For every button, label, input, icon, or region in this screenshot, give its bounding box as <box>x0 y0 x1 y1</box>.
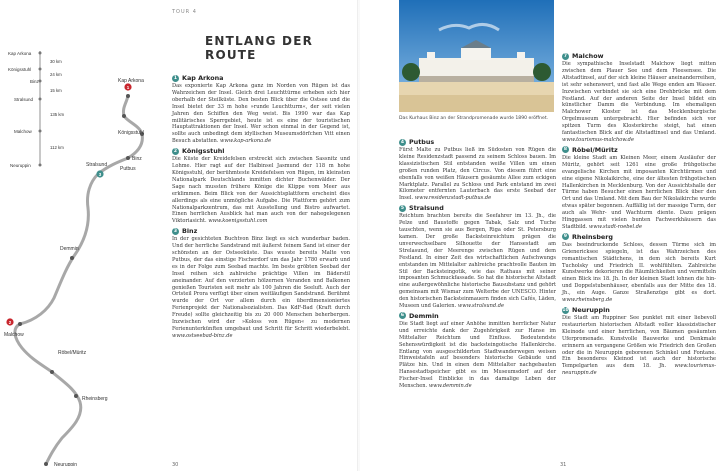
map-label-neuruppin: Neuruppin <box>54 462 78 466</box>
section-body: Fürst Malte zu Putbus ließ im Südosten von Rügen die kleine Residenzstadt passend zu seinem Schloss bauen. Im klassizistischen Stil entstanden weiße Villen um einen großen runden Platz, den Circus. Von diesem führt eine ebenfalls von weißen Häusern gesäumte Allee zum eckigen Marktplatz. Parallel zu Schloss und Park entstand im zwei Kilometer entfernten Lauterbach das erste Seebad der Insel. www.residenzstadt-putbus.de <box>399 147 556 202</box>
section-header <box>399 312 556 320</box>
section-title: Kap Arkona <box>182 74 224 82</box>
map-dot <box>18 322 22 326</box>
map-dot <box>126 156 130 160</box>
map-label-roebel: Röbel/Müritz <box>58 350 87 356</box>
overview-stop-dot <box>39 52 42 55</box>
section-number: 5 <box>400 205 405 211</box>
map-dot <box>50 370 54 374</box>
section-header <box>399 204 556 212</box>
overview-stop-dot <box>39 164 42 167</box>
section-number: 2 <box>173 148 178 154</box>
left-page <box>0 0 358 471</box>
overview-stop-label: Neuruppin <box>10 163 31 168</box>
section-url[interactable]: www.koenigsstuhl.com <box>208 218 268 225</box>
page-heading: ENTLANG DER ROUTE <box>205 34 314 62</box>
section-url[interactable]: www.kap-arkona.de <box>220 138 272 145</box>
section-header <box>399 138 556 146</box>
overview-distance: 30 km <box>50 59 62 64</box>
section-body: Die kleine Stadt am Kleinen Meer, einem Ausläufer der Müritz, gehört seit 1261 eine große frühgotische evangelische Kirchen mit imposanten Kirchtürmen und eine eigene Nikolaikirche, eine der ältesten frühgotischen Hallenkirchen in Mecklenburg. Von der Aussichtshalle der Türme haben Besucher einen herrlichen Blick über den Ort und das Umland. Mit dem Bau der Nikolaikirche wurde etwas später begonnen. Auffällig ist der massige Turm, der auch als Wehr- und Wachturm diente. Dazu prägen Hinggassen mit vielen bunten Fachwerkhäusern das Stadtbild. www.stadt-roebel.de <box>562 154 716 230</box>
overview-stop-label: Binz <box>30 79 39 84</box>
section-url[interactable]: www.demmin.de <box>428 383 472 390</box>
section-header <box>562 306 716 314</box>
route-path <box>15 96 142 464</box>
section-number: 4 <box>400 139 405 145</box>
section-number: 9 <box>563 234 568 240</box>
section-url[interactable]: www.tourismus-neuruppin.de <box>562 363 716 377</box>
marker-3-label: 3 <box>98 172 102 177</box>
section-number: 3 <box>173 228 178 234</box>
map-label-kap-arkona: Kap Arkona <box>118 78 144 84</box>
overview-stop-dot <box>39 68 42 71</box>
map-label-demmin: Demmin <box>60 246 79 252</box>
section-header <box>562 233 716 241</box>
section-number: 6 <box>400 313 405 319</box>
overview-stop-label: Kap Arkona <box>8 51 32 56</box>
overview-distance: 15 km <box>50 88 62 93</box>
section-body: In der gesichteten Buchtvon Binz liegt es sich wunderbar baden. Und der herrliche Sandstrand mit äußerst feinem Sand ist einer der schönsten an der Ostseeküste. Das wusste bereits Malte von Putbus, der das einstige Fischerdorf um das Jahr 1780 erwarb und es in der Folge zum Seebad machte. Im beste gröbten Seebad der Insel reihen sich zahlreiche prächtige Villen im Bäderstil aneinander. Auf den verzierten hölzernen Veranden und Balkonen genießen Touristen seit mehr als 100 Jahren die Seeluft. Auch der Ortsteil Prora verfügt über einen weitläufigen Sandstrand. Berühmt wurde der Ort vor allem durch ein überdimensioniertes Ferienprojekt der Nationalsozialisten. Das KdF-Bad (Kraft durch Freude) sollte gleichzeitig bis zu 20 000 Menschen beherbergen. Inzwischen wird der »Koloss von Rügen« zu modernen Ferienunterkünften umgebaut und Schritt für Schritt wiederbelebt. www.ostseebad-binz.de <box>172 236 350 339</box>
overview-distance: 135 km <box>50 112 65 117</box>
overview-distance: 112 km <box>50 145 64 150</box>
right-text-column-1 <box>399 136 556 392</box>
section-number: 8 <box>563 147 568 153</box>
map-dot <box>122 114 126 118</box>
section-body: Das exponierte Kap Arkona ganz im Norden von Rügen ist das Wahrzeichen der Insel. Gleich drei Leuchttürme erheben sich hier oberhalb der Steilküste. Den besten Blick über die Ostsee und die Insel bietet der 33 m hohe »runde Leuchtturm«, der seit vielen Jahren den Schiffen den Weg weist. Bis 1990 war das Kap militärisches Sperrgebiet, heute ist es eine der touristischen Hauptattraktionen der Insel. Wer schon einmal in der Gegend ist, sollte auch unbedingt dem idyllischen Museumsdörfchen Vitt einen Besuch abstatten. www.kap-arkona.de <box>172 83 350 145</box>
section-url[interactable]: www.tourismus-malchow.de <box>562 136 634 143</box>
marker-2-label: 2 <box>8 320 12 325</box>
overview-stop-dot <box>39 130 42 133</box>
section-title: Stralsund <box>409 204 444 213</box>
section-title: Röbel/Müritz <box>572 145 618 154</box>
section-header <box>172 227 350 235</box>
page-number-left: 30 <box>172 462 179 468</box>
section-url[interactable]: www.residenzstadt-putbus.de <box>414 195 492 202</box>
section-url[interactable]: www.rheinsberg.de <box>562 297 613 304</box>
map-dot <box>126 94 130 98</box>
map-label-putbus: Putbus <box>120 166 136 172</box>
section-number: 10 <box>562 307 569 313</box>
section-url[interactable]: www.stralsund.de <box>457 303 505 310</box>
map-label-malchow: Malchow <box>4 332 24 338</box>
section-body: Die sympathische Inselstadt Malchow liegt mitten zwischen dem Plauer See und dem Fleesensee. Die Altstadtinsel, auf der sich kleine Häuser aneinanderreihen, ist sehr sehenswert, und fast alle Wege enden am Wasser. Inzwischen verbindet sie sich eine Drehbrücke mit dem Festland. Auf der anderen Seite der Insel bildet ein künstlicher Damm die Verbindung. Im ehemaligen Malchower Kloster ist das Mecklenburgische Orgelmuseum untergebracht. Hier befinden sich vor spitzen Turm des Klosterkirche steigt, hat einen fantastischen Blick auf die Altstadtinsel und das Umland. www.tourismus-malchow.de <box>562 61 716 143</box>
section-title: Demmin <box>409 311 439 320</box>
kurhaus-binz-photo <box>399 0 554 112</box>
section-number: 1 <box>173 75 178 81</box>
tour-label: TOUR 4 <box>172 9 197 15</box>
section-header <box>172 74 350 82</box>
section-number: 7 <box>563 53 568 59</box>
section-url[interactable]: www.stadt-roebel.de <box>588 223 643 230</box>
route-overview <box>8 51 65 168</box>
section-url[interactable]: www.ostseebad-binz.de <box>172 332 233 339</box>
section-title: Putbus <box>409 138 435 146</box>
section-title: Malchow <box>572 52 604 60</box>
map-dot <box>70 256 74 260</box>
section-header <box>562 146 716 154</box>
photo-caption: Das Kurhaus Binz an der Strandpromenade wurde 1890 eröffnet. <box>399 116 549 121</box>
section-body: Die Stadt liegt auf einer Anhöhe inmitten herrlicher Natur und erreichte dank der Zugehörigkeit zur Hanse im Mittelalter Reichtum und Einfluss. Bedeutendste Sehenswürdigkeit ist die backsteingotische Hallenkirche. Entlang von ausgeschilderten Stadtwanderwegen weisen Hinweistafeln auf besonders historische Gebäude und Plätze hin. Und in einen dem Mittelalter nachgebauten Hansestadtspeicher gibt es im Museumsdorf auf der Fischer-Insel Einblicke in das damalige Leben der Menschen. www.demmin.de <box>399 320 556 390</box>
section-header <box>562 52 716 60</box>
map-dot <box>44 462 48 466</box>
section-title: Rheinsberg <box>572 232 613 241</box>
section-body: Das beeindruckende Schloss, dessen Türme sich im Grienericksee spiegeln, ist das Wahrzeichen des romantischen Städtchens, in dem sich bereits Kurt Tucholsky und Friedrich II. wohlfühlten. Zahlreiche Kunstwerke dekorieren die Räumlichkeiten und vermitteln einen Blick ins 18. Jh. In der kleinen Stadt lohnen die hin- und Doppelstubenhäuser, ebenfalls aus der Mitte des 18. Jh., ein Auge. Ganze Straßenzüge gibt es dort. www.rheinsberg.de <box>562 241 716 304</box>
overview-stop-label: Königsstuhl <box>8 67 32 72</box>
map-label-rheinsberg: Rheinsberg <box>82 396 108 402</box>
overview-stop-dot <box>39 98 42 101</box>
overview-stop-label: Malchow <box>14 129 32 134</box>
page-number-right: 31 <box>560 462 567 468</box>
section-title: Binz <box>182 227 198 236</box>
overview-stop-label: Stralsund <box>14 97 34 102</box>
overview-distance: 24 km <box>50 72 62 77</box>
right-text-column-2 <box>562 50 716 379</box>
map-label-binz: Binz <box>132 156 142 162</box>
section-title: Königsstuhl <box>182 147 225 156</box>
section-title: Neuruppin <box>572 306 610 314</box>
left-text-column <box>172 72 350 342</box>
map-dot <box>74 394 78 398</box>
section-body: Reichtum brachten bereits die Seefahrer im 13. Jh., die Pelze und Baustoffe gegen Tabak, Salz und Tuche tauschten, wenn sie aus Bergen, Riga oder St. Petersburg kamen. Der große Backsteinreichtum prägen die unverwechselbare Silhouette der Hansestadt am Strelasund, der Meerenge zwischen Rügen und dem Festland. In einer Zeit des wirtschaftlichen Aufschwungs entstanden im Mittelalter zahlreiche prachtvolle Bauten im Stil der Backsteingotik, wie das Rathaus mit seiner imposanten Schmuckfassade. So hat die historische Altstadt eine außergewöhnliche historische Bausubstanz und gehört gemeinsam mit Wismar zum Welterbe der UNESCO. Hinter den historischen Backsteinmauern finden sich Cafés, Läden, Museen und Galerien. www.stralsund.de <box>399 213 556 310</box>
section-header <box>172 147 350 155</box>
marker-1-label: 1 <box>126 85 130 90</box>
section-body: Die Küste der Kreidefelsen erstreckt sich zwischen Sassnitz und Lohme. Hier ragt auf der Halbinsel Jasmund der 118 m hohe Königsstuhl, der berühmteste Kreidefelsen von Rügen, im kleinsten Nationalpark Deutschlands inmitten dichter Buchenwälder. Der Sage nach mussten frühere Könige die Klippe vom Meer aus erklimmen. Beim Blick von der Aussichtsplattform erscheint dies allerdings als eine unmögliche Aufgabe. Die Plattform gehört zum Nationalparkzentrum, das mit Ausstellung und Bistro aufwartet. Einen herrlichen Ausblick hat man auch von der nahegelegenen Viktoriasicht. www.koenigsstuhl.com <box>172 156 350 225</box>
overview-stop-dot <box>39 80 42 83</box>
section-body: Die Stadt am Ruppiner See punktet mit einer liebevoll restaurierten historischen Altstadt voller klassizistischer Kleinode und einer herrlichen, von Bäumen gesäumten Uferpromenade. Kunstvolle Bauwerke und Denkmale erinnern an vergangene Größen wie Friedrich den Großen oder die in Neuruppin geborenen Schinkel und Fontane. Ein besonderes Kleinod ist auch der historische Tempelgarten aus dem 18. Jh. www.tourismus-neuruppin.de <box>562 315 716 377</box>
map-label-stralsund: Stralsund <box>86 162 108 168</box>
map-label-koenigsstuhl: Königsstuhl <box>118 130 144 136</box>
